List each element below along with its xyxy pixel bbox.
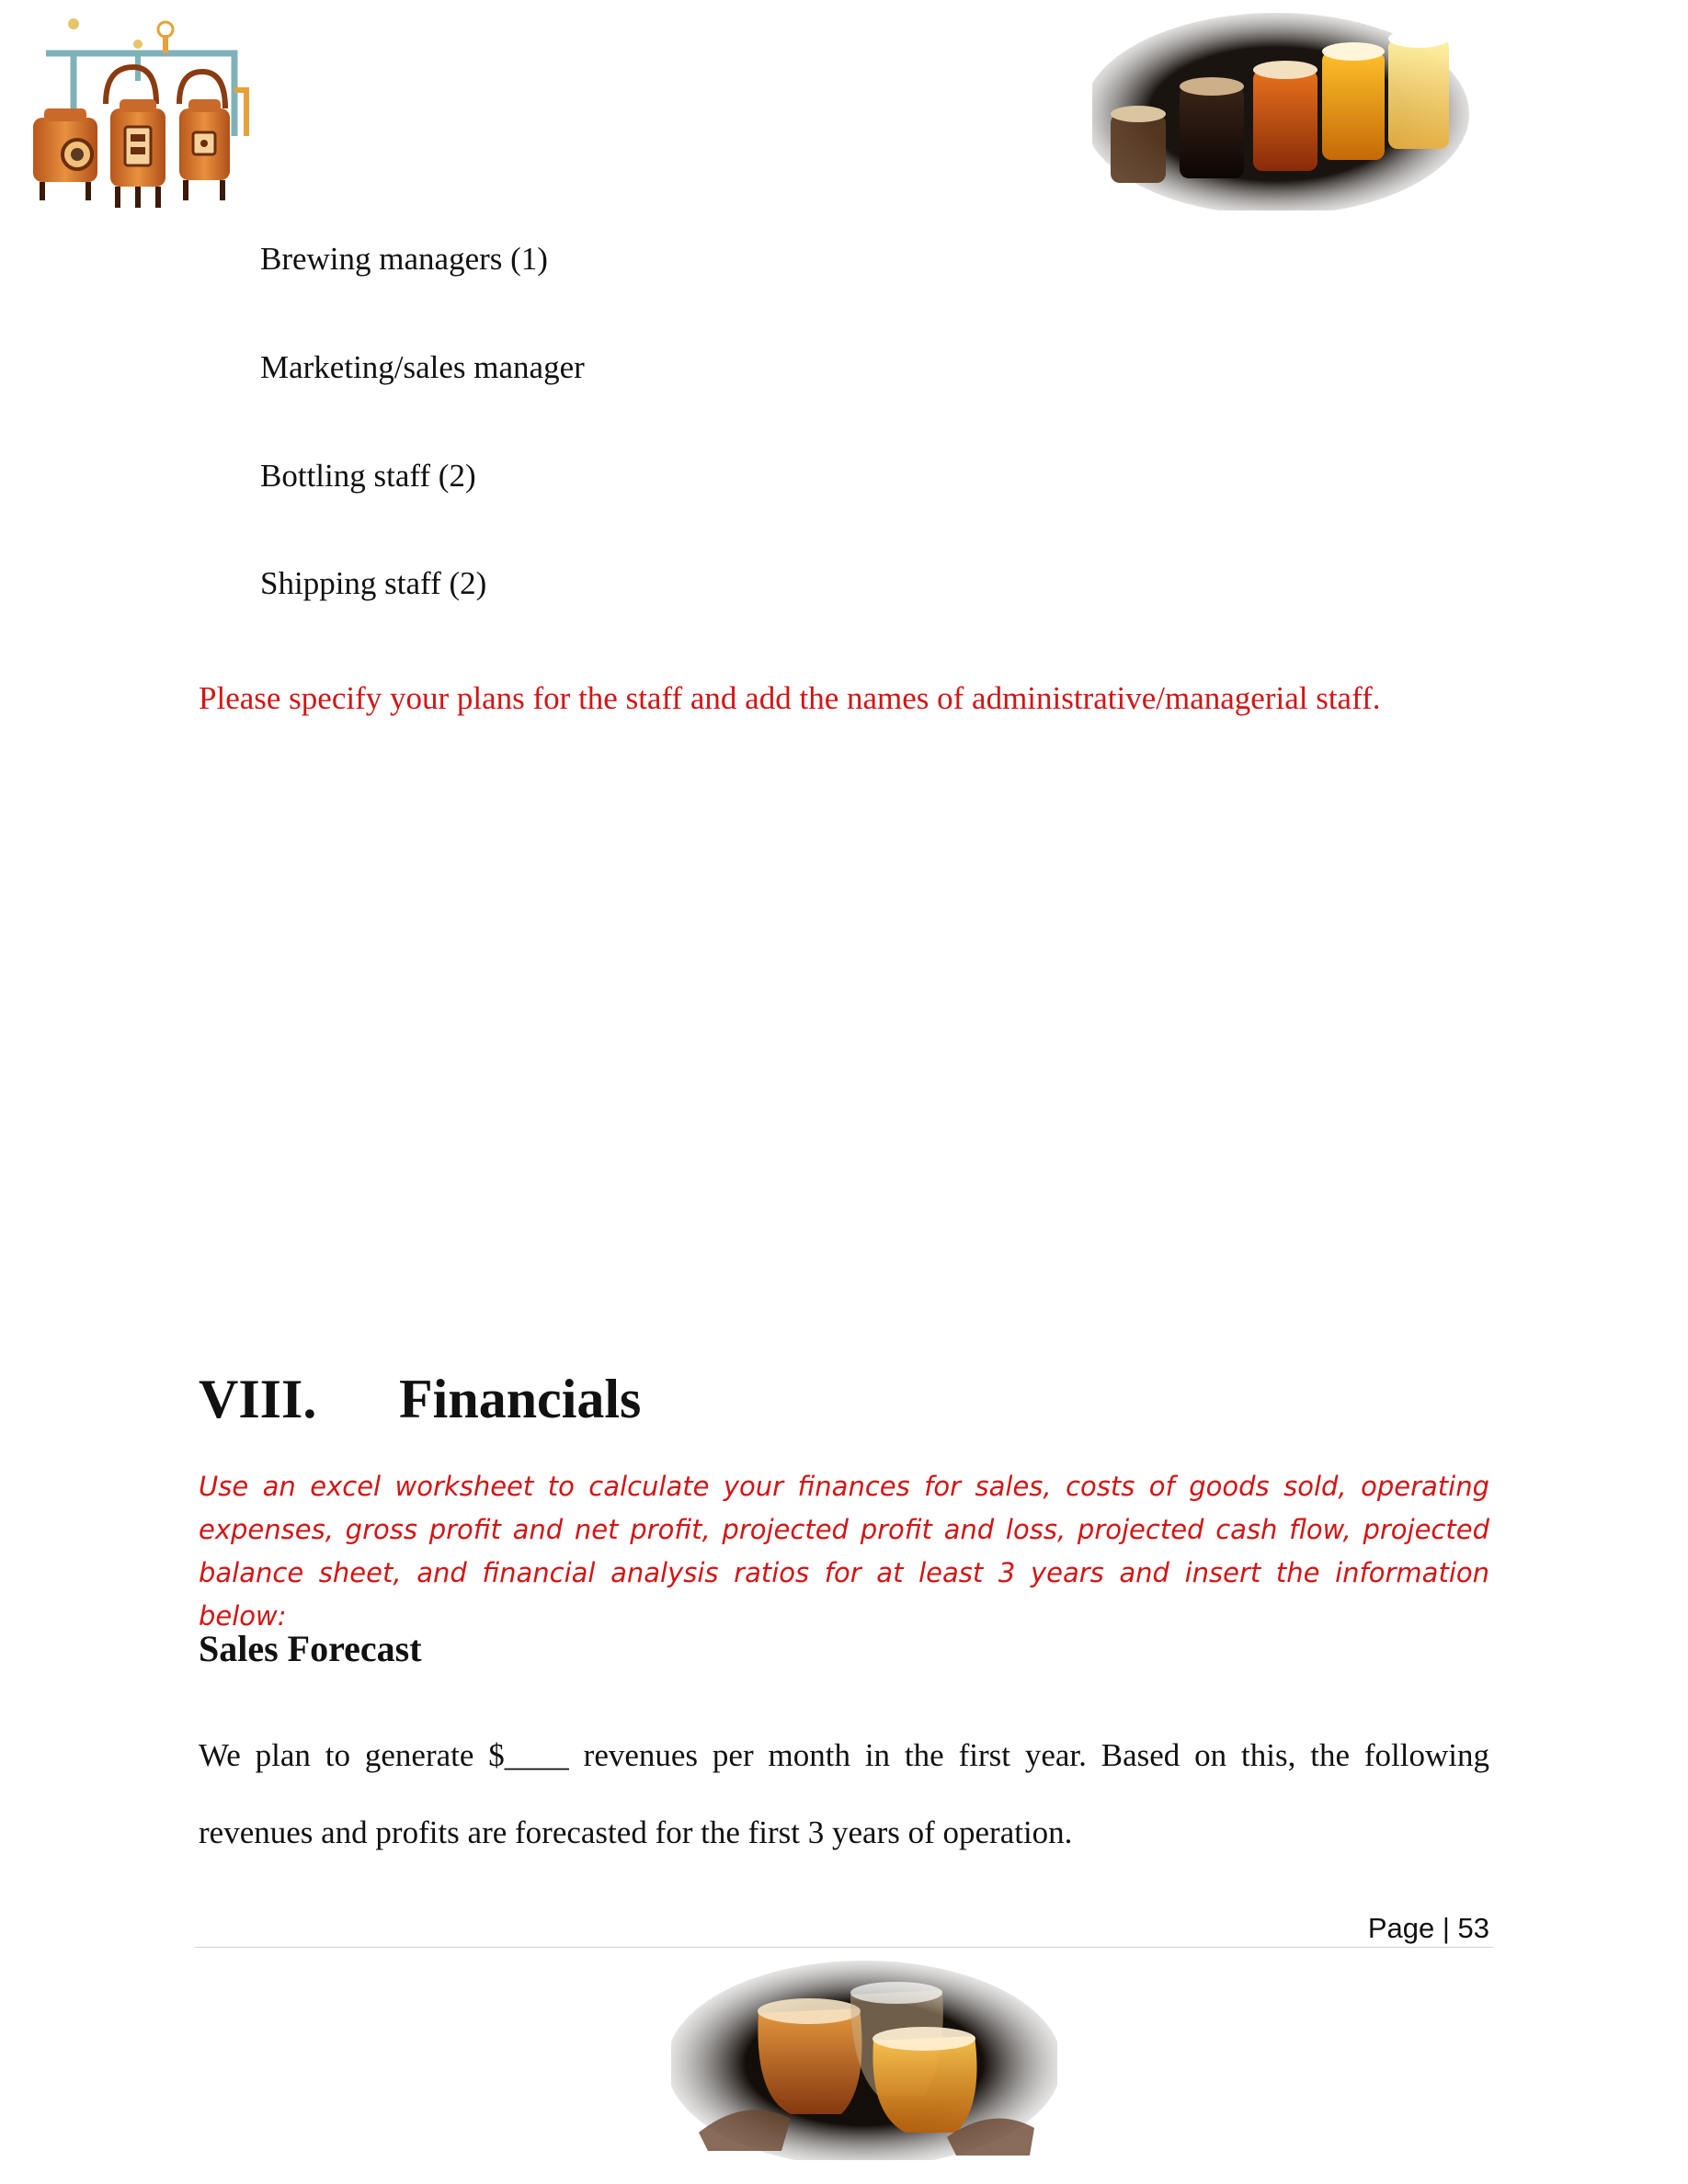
- staff-list-item: Shipping staff (2): [260, 565, 487, 601]
- footer-divider: [195, 1947, 1493, 1948]
- section-title: Financials: [399, 1369, 642, 1429]
- staff-instructions-note: Please specify your plans for the staff and add the names of administrative/managerial staff.: [199, 680, 1381, 716]
- staff-list-item: Bottling staff (2): [260, 458, 476, 494]
- section-number: VIII.: [199, 1369, 317, 1429]
- beer-toast-glasses-image: [671, 1958, 1057, 2160]
- financials-instructions: Use an excel worksheet to calculate your finances for sales, costs of goods sold, operating expenses, gross profit and net profit, projected profit and loss, projected cash flow, projected balance sheet, and financial analysis ratios for at least 3 years and insert the information below:: [199, 1471, 1489, 1632]
- section-heading: [199, 1368, 641, 1431]
- subsection-heading: Sales Forecast: [199, 1628, 422, 1669]
- sales-forecast-paragraph: We plan to generate $____ revenues per month in the first year. Based on this, the following revenues and profits are forecasted for the first 3 years of operation.: [199, 1737, 1489, 1850]
- beer-flight-glasses-image: [1092, 13, 1469, 210]
- brewery-kettles-icon: [28, 17, 253, 214]
- staff-list-item: Brewing managers (1): [260, 241, 548, 277]
- page-number: Page | 53: [1367, 1912, 1489, 1944]
- staff-list-item: Marketing/sales manager: [260, 349, 585, 385]
